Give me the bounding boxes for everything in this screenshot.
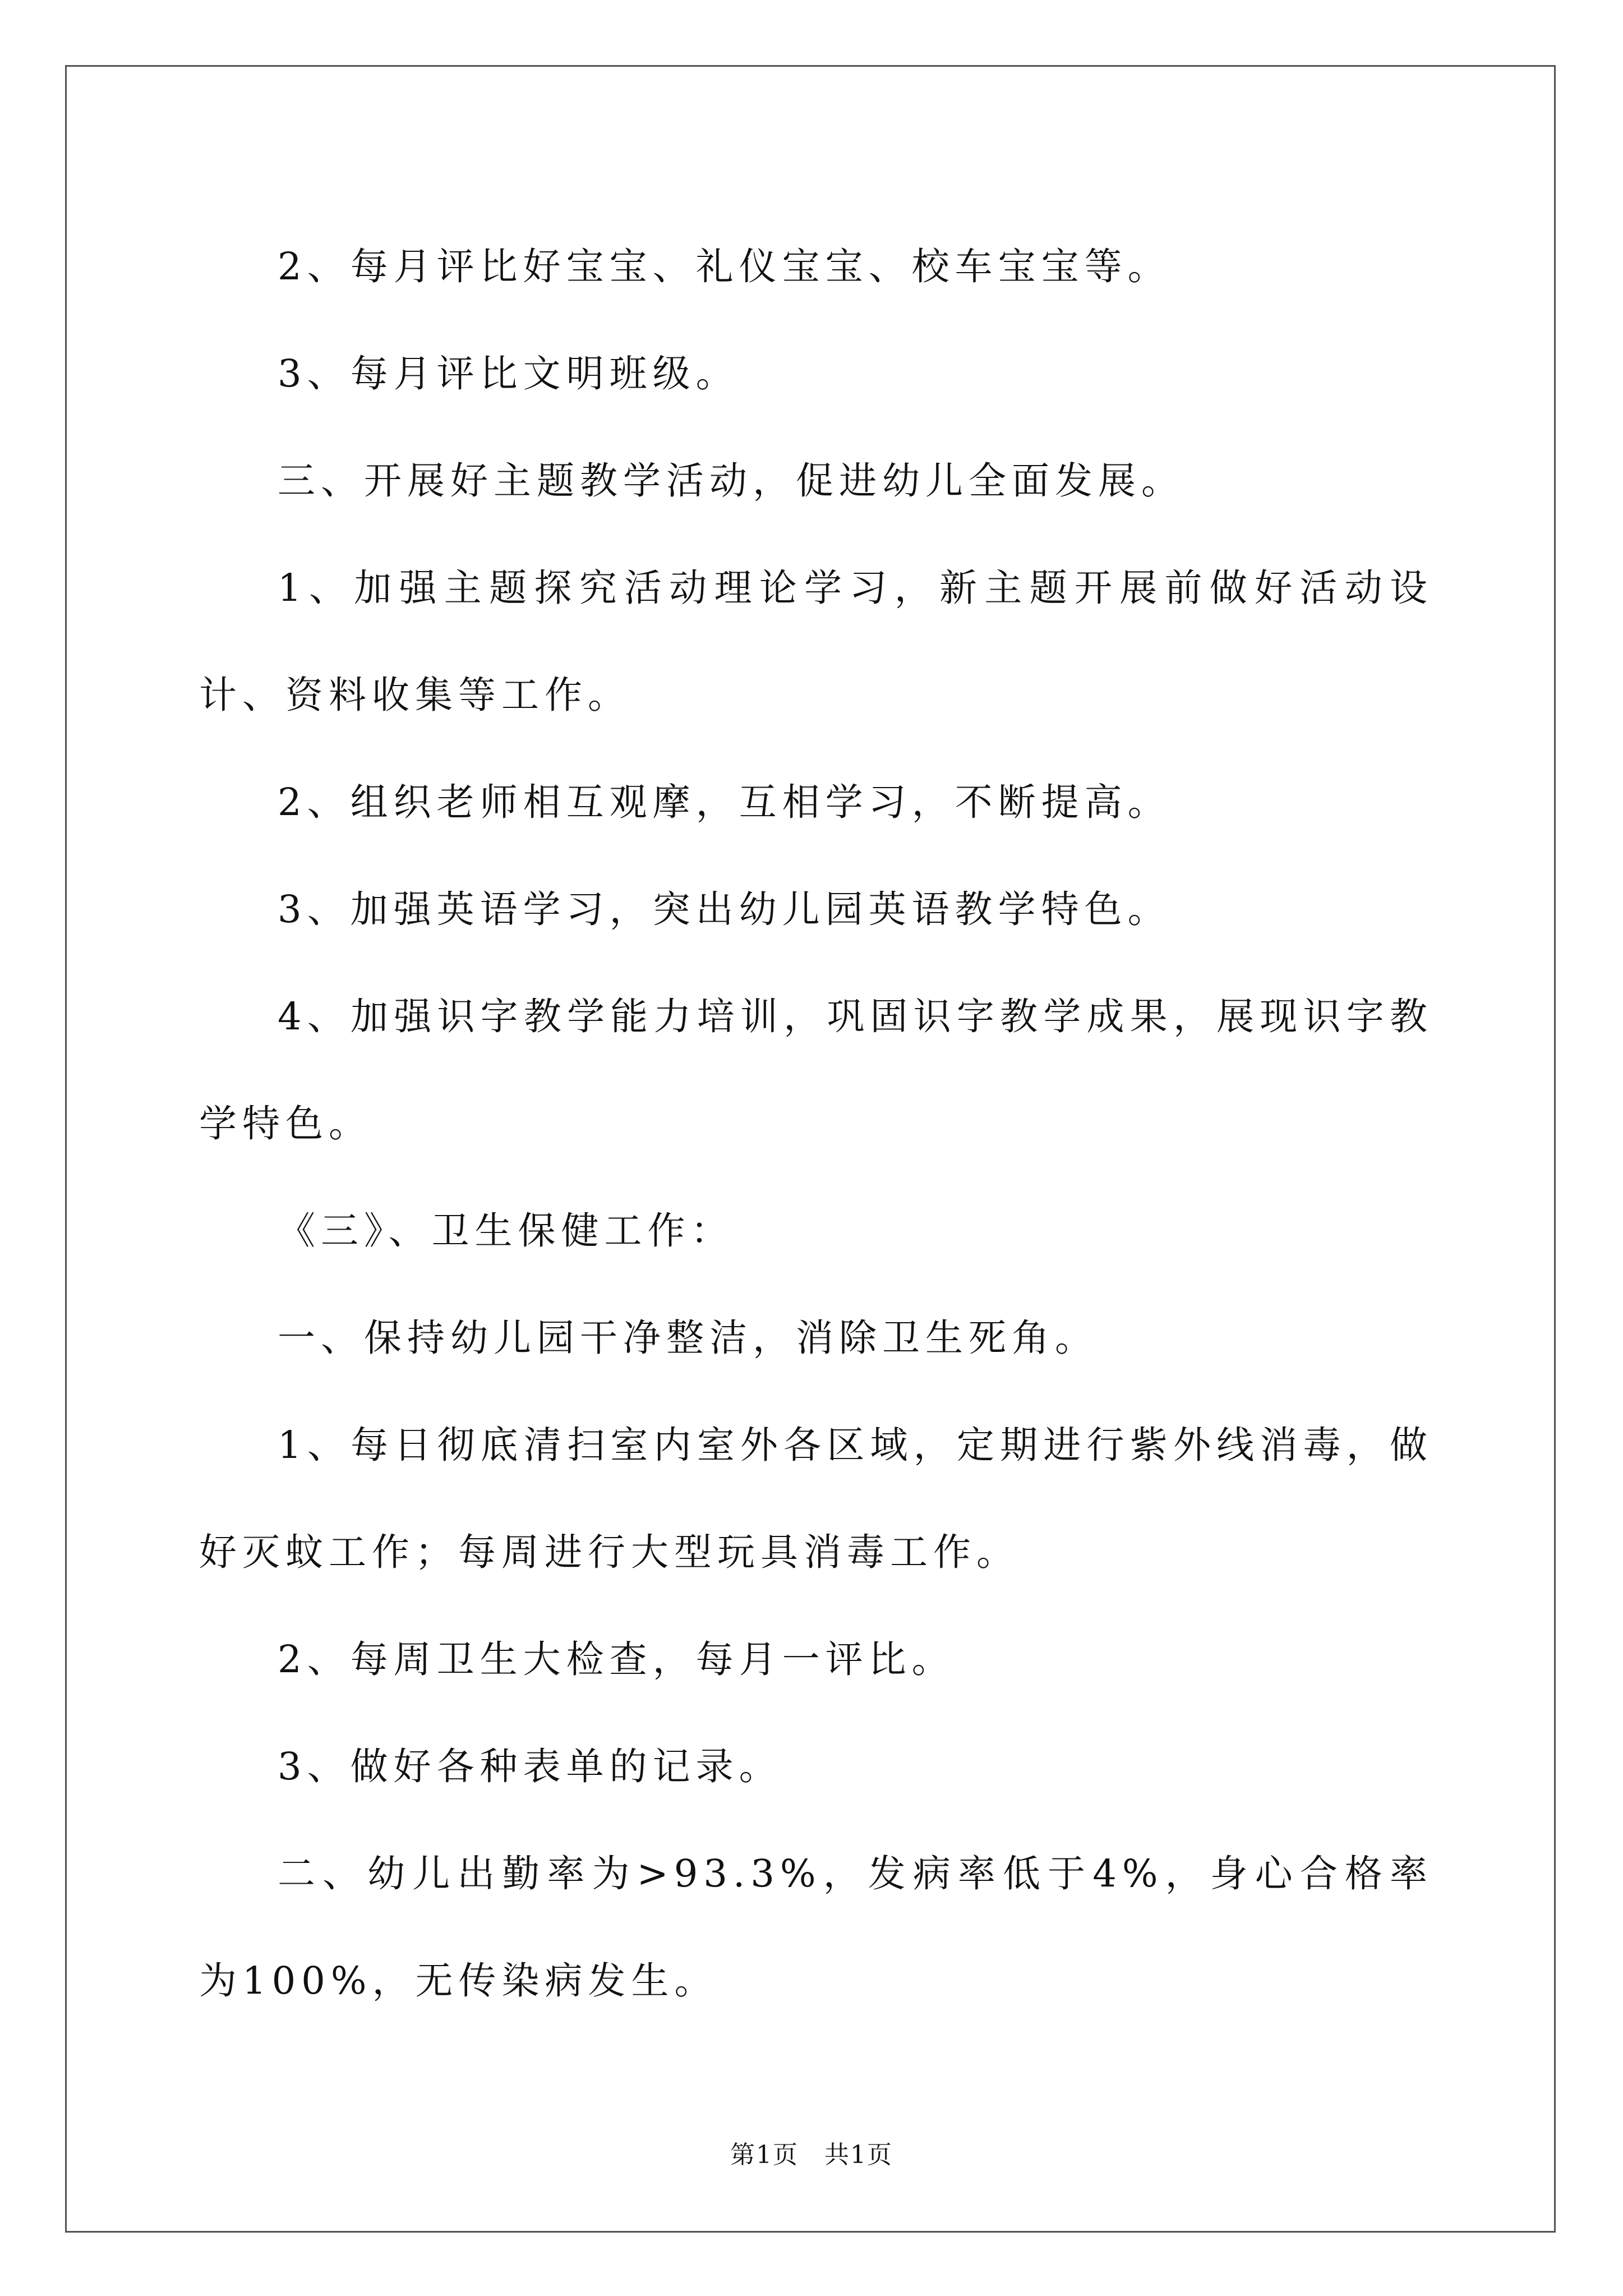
paragraph: 3、做好各种表单的记录。	[278, 1745, 782, 1788]
section-heading: 《三》、卫生保健工作：	[278, 1209, 734, 1253]
paragraph: 3、加强英语学习，突出幼儿园英语教学特色。	[278, 887, 1171, 931]
paragraph: 1、每日彻底清扫室内室外各区域，定期进行紫外线消毒，做好灭蚊工作；每周进行大型玩具消毒工作。	[199, 1423, 1433, 1574]
page-footer: 第1页 共1页	[730, 2141, 893, 2169]
paragraph: 三、开展好主题教学活动，促进幼儿全面发展。	[278, 459, 1184, 503]
paragraph: 2、每周卫生大检查，每月一评比。	[278, 1637, 955, 1681]
paragraph: 二、幼儿出勤率为>93.3%，发病率低于4%，身心合格率为100%，无传染病发生。	[199, 1852, 1433, 2003]
paragraph: 一、保持幼儿园干净整洁，消除卫生死角。	[278, 1316, 1098, 1360]
paragraph: 4、加强识字教学能力培训，巩固识字教学成果，展现识字教学特色。	[199, 995, 1433, 1145]
paragraph: 3、每月评比文明班级。	[278, 352, 739, 395]
paragraph: 2、组织老师相互观摩，互相学习，不断提高。	[278, 780, 1171, 824]
paragraph: 1、加强主题探究活动理论学习，新主题开展前做好活动设计、资料收集等工作。	[199, 566, 1433, 717]
document-body	[199, 213, 1433, 2035]
paragraph: 2、每月评比好宝宝、礼仪宝宝、校车宝宝等。	[278, 245, 1171, 288]
